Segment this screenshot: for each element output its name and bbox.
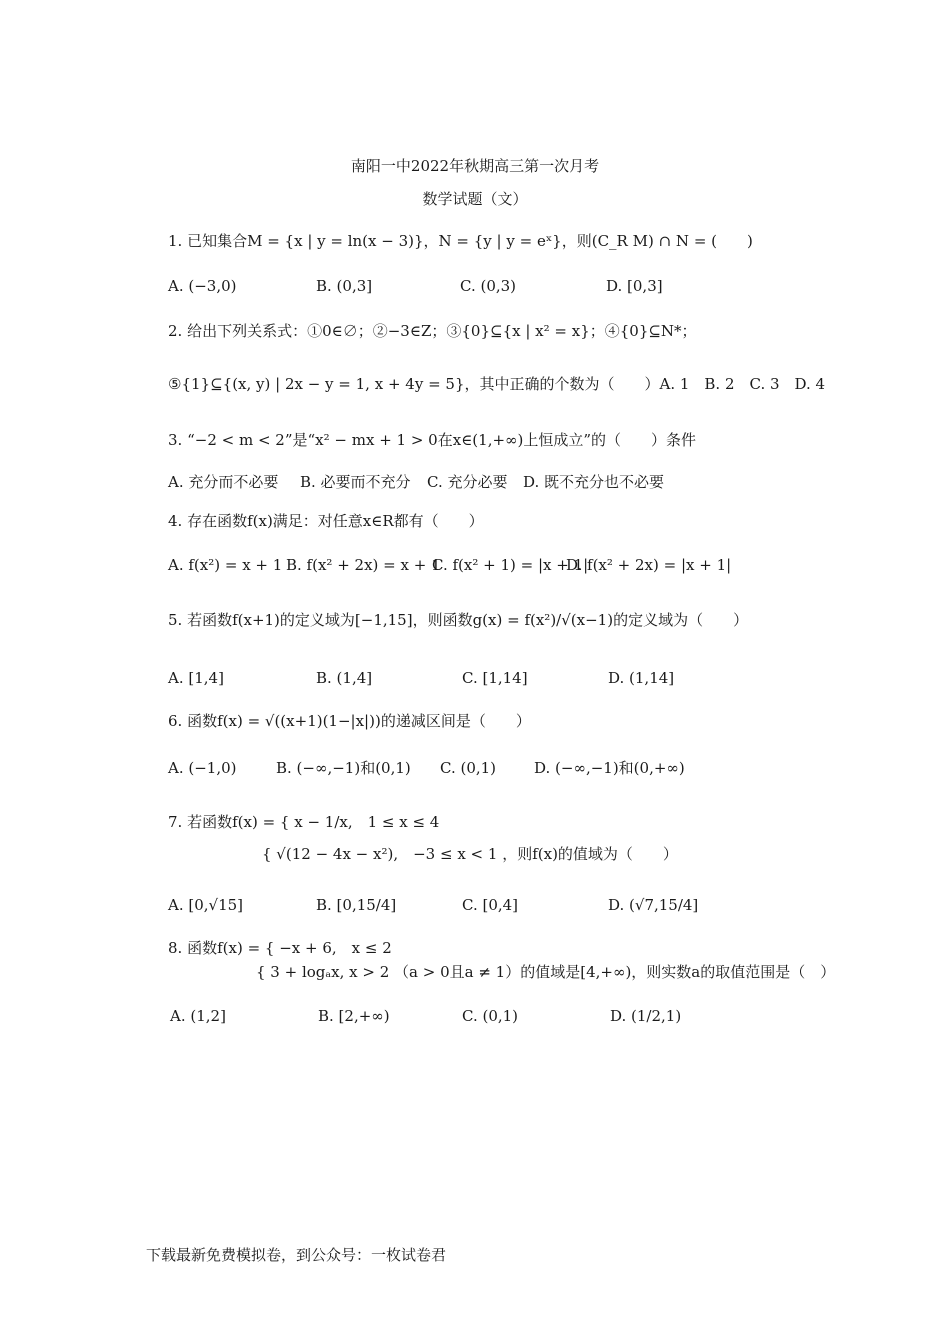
question-6-option-d: D. (−∞,−1)和(0,+∞) — [534, 759, 685, 777]
question-2-stem: 2. 给出下列关系式：①0∈∅；②−3∈Z；③{0}⊆{x | x² = x}；④{0}⊆N*； — [168, 322, 697, 340]
question-4-stem: 4. 存在函数f(x)满足：对任意x∈R都有（ ） — [168, 512, 484, 530]
question-7-option-b: B. [0,15/4] — [316, 896, 397, 914]
question-5-option-d: D. (1,14] — [608, 669, 675, 687]
question-7-stem-piece-1: 7. 若函数f(x) = { x − 1/x, 1 ≤ x ≤ 4 — [168, 813, 440, 831]
question-5-stem: 5. 若函数f(x+1)的定义域为[−1,15]，则函数g(x) = f(x²)/√(x−1)的定义域为（ ） — [168, 611, 749, 629]
question-3-option-b: B. 必要而不充分 — [300, 473, 411, 491]
question-8-option-c: C. (0,1) — [462, 1007, 519, 1025]
exam-subtitle: 数学试题（文） — [422, 190, 528, 208]
question-5-option-a: A. [1,4] — [168, 669, 224, 687]
question-6-option-c: C. (0,1) — [440, 759, 497, 777]
question-7-option-d: D. (√7,15/4] — [608, 896, 699, 914]
question-1-option-a: A. (−3,0) — [168, 277, 237, 295]
question-7-option-c: C. [0,4] — [462, 896, 519, 914]
exam-title: 南阳一中2022年秋期高三第一次月考 — [350, 157, 600, 175]
question-3-option-d: D. 既不充分也不必要 — [523, 473, 665, 491]
question-5-option-c: C. [1,14] — [462, 669, 528, 687]
question-8-option-d: D. (1/2,1) — [610, 1007, 682, 1025]
footer-note: 下载最新免费模拟卷，到公众号：一枚试卷君 — [146, 1246, 447, 1264]
question-5-option-b: B. (1,4] — [316, 669, 373, 687]
question-8-option-b: B. [2,+∞) — [318, 1007, 390, 1025]
question-3-stem: 3. “−2 < m < 2”是“x² − mx + 1 > 0在x∈(1,+∞)上恒成立”的（ ）条件 — [168, 431, 697, 449]
question-1-option-c: C. (0,3) — [460, 277, 517, 295]
question-3-option-c: C. 充分必要 — [427, 473, 508, 491]
question-6-option-b: B. (−∞,−1)和(0,1) — [276, 759, 411, 777]
question-7-stem-piece-2: { √(12 − 4x − x²), −3 ≤ x < 1 ，则f(x)的值域为（ ） — [262, 845, 678, 863]
question-4-option-c: C. f(x² + 1) = |x + 1| — [432, 556, 589, 574]
question-1-option-d: D. [0,3] — [606, 277, 663, 295]
question-6-option-a: A. (−1,0) — [168, 759, 237, 777]
question-3-option-a: A. 充分而不必要 — [168, 473, 279, 491]
question-4-option-d: D. f(x² + 2x) = |x + 1| — [566, 556, 732, 574]
question-7-option-a: A. [0,√15] — [168, 896, 244, 914]
question-2-stem-continued: ⑤{1}⊆{(x, y) | 2x − y = 1, x + 4y = 5}，其中正确的个数为（ ）A. 1 B. 2 C. 3 D. 4 — [168, 375, 826, 393]
question-6-stem: 6. 函数f(x) = √((x+1)(1−|x|))的递减区间是（ ） — [168, 712, 531, 730]
question-4-option-a: A. f(x²) = x + 1 — [168, 556, 283, 574]
question-4-option-b: B. f(x² + 2x) = x + 1 — [286, 556, 441, 574]
question-1-stem: 1. 已知集合M = {x | y = ln(x − 3)}，N = {y | y = eˣ}，则(C_R M) ∩ N = ( ) — [168, 232, 753, 250]
question-8-option-a: A. (1,2] — [170, 1007, 226, 1025]
question-8-stem-piece-1: 8. 函数f(x) = { −x + 6, x ≤ 2 — [168, 939, 392, 957]
question-8-stem-piece-2: { 3 + logₐx, x > 2 （a > 0且a ≠ 1）的值域是[4,+∞)，则实数a的取值范围是（ ） — [256, 963, 836, 981]
question-1-option-b: B. (0,3] — [316, 277, 373, 295]
